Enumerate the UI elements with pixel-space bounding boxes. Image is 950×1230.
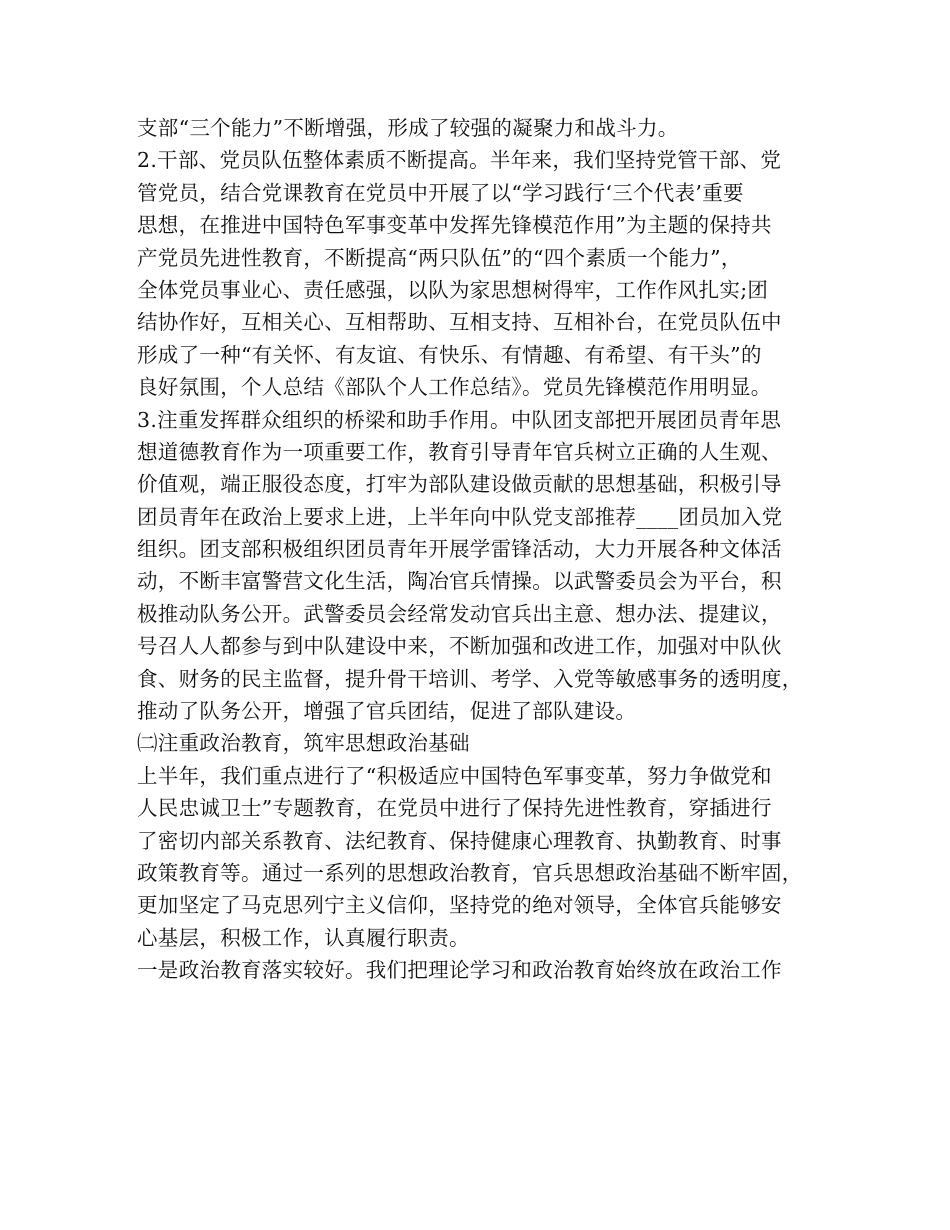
text-line: 3.注重发挥群众组织的桥梁和助手作用。中队团支部把开展团员青年思: [137, 407, 782, 432]
text-line: 动，不断丰富警营文化生活，陶冶官兵情操。以武警委员会为平台，积: [137, 569, 782, 594]
text-line: 人民忠诚卫士”专题教育，在党员中进行了保持先进性教育，穿插进行: [137, 796, 772, 821]
text-line: 价值观，端正服役态度，打牢为部队建设做贡献的思想基础，积极引导: [137, 472, 782, 497]
text-line: 号召人人都参与到中队建设中来，不断加强和改进工作，加强对中队伙: [137, 634, 782, 659]
text-line: 良好氛围，个人总结《部队个人工作总结》。党员先锋模范作用明显。: [137, 375, 772, 400]
text-line: 结协作好，互相关心、互相帮助、互相支持、互相补台，在党员队伍中: [137, 310, 782, 335]
text-line: 全体党员事业心、责任感强，以队为家思想树得牢，工作作风扎实;团: [137, 277, 769, 302]
text-line: 政策教育等。通过一系列的思想政治教育，官兵思想政治基础不断牢固，: [137, 860, 803, 885]
text-line: 管党员，结合党课教育在党员中开展了以“学习践行‘三个代表’重要: [137, 180, 744, 205]
text-line: 组织。团支部积极组织团员青年开展学雷锋活动，大力开展各种文体活: [137, 537, 782, 562]
text-line: 2.干部、党员队伍整体素质不断提高。半年来，我们坚持党管干部、党: [137, 148, 782, 173]
text-line: 更加坚定了马克思列宁主义信仰，坚持党的绝对领导，全体官兵能够安: [137, 893, 782, 918]
text-line: 了密切内部关系教育、法纪教育、保持健康心理教育、执勤教育、时事: [137, 828, 782, 853]
text-line: 形成了一种“有关怀、有友谊、有快乐、有情趣、有希望、有干头”的: [137, 342, 762, 367]
text-line: 极推动队务公开。武警委员会经常发动官兵出主意、想办法、提建议，: [137, 601, 782, 626]
section-heading: ㈡注重政治教育，筑牢思想政治基础: [137, 731, 470, 756]
text-line: 思想，在推进中国特色军事变革中发挥先锋模范作用”为主题的保持共: [137, 213, 772, 238]
text-line: 支部“三个能力”不断增强，形成了较强的凝聚力和战斗力。: [137, 116, 679, 140]
body-text: [137, 112, 837, 987]
text-line: 一是政治教育落实较好。我们把理论学习和政治教育始终放在政治工作: [137, 958, 782, 983]
text-line: 产党员先进性教育，不断提高“两只队伍”的“四个素质一个能力”，: [137, 245, 742, 270]
text-line: 推动了队务公开，增强了官兵团结，促进了部队建设。: [137, 699, 637, 724]
text-line: 上半年，我们重点进行了“积极适应中国特色军事变革，努力争做党和: [137, 763, 772, 788]
text-line: 食、财务的民主监督，提升骨干培训、考学、入党等敏感事务的透明度，: [137, 666, 803, 691]
text-line: 心基层，积极工作，认真履行职责。: [137, 925, 470, 950]
text-line: 想道德教育作为一项重要工作，教育引导青年官兵树立正确的人生观、: [137, 439, 782, 464]
text-line: 团员青年在政治上要求上进，上半年向中队党支部推荐____团员加入党: [137, 504, 783, 529]
